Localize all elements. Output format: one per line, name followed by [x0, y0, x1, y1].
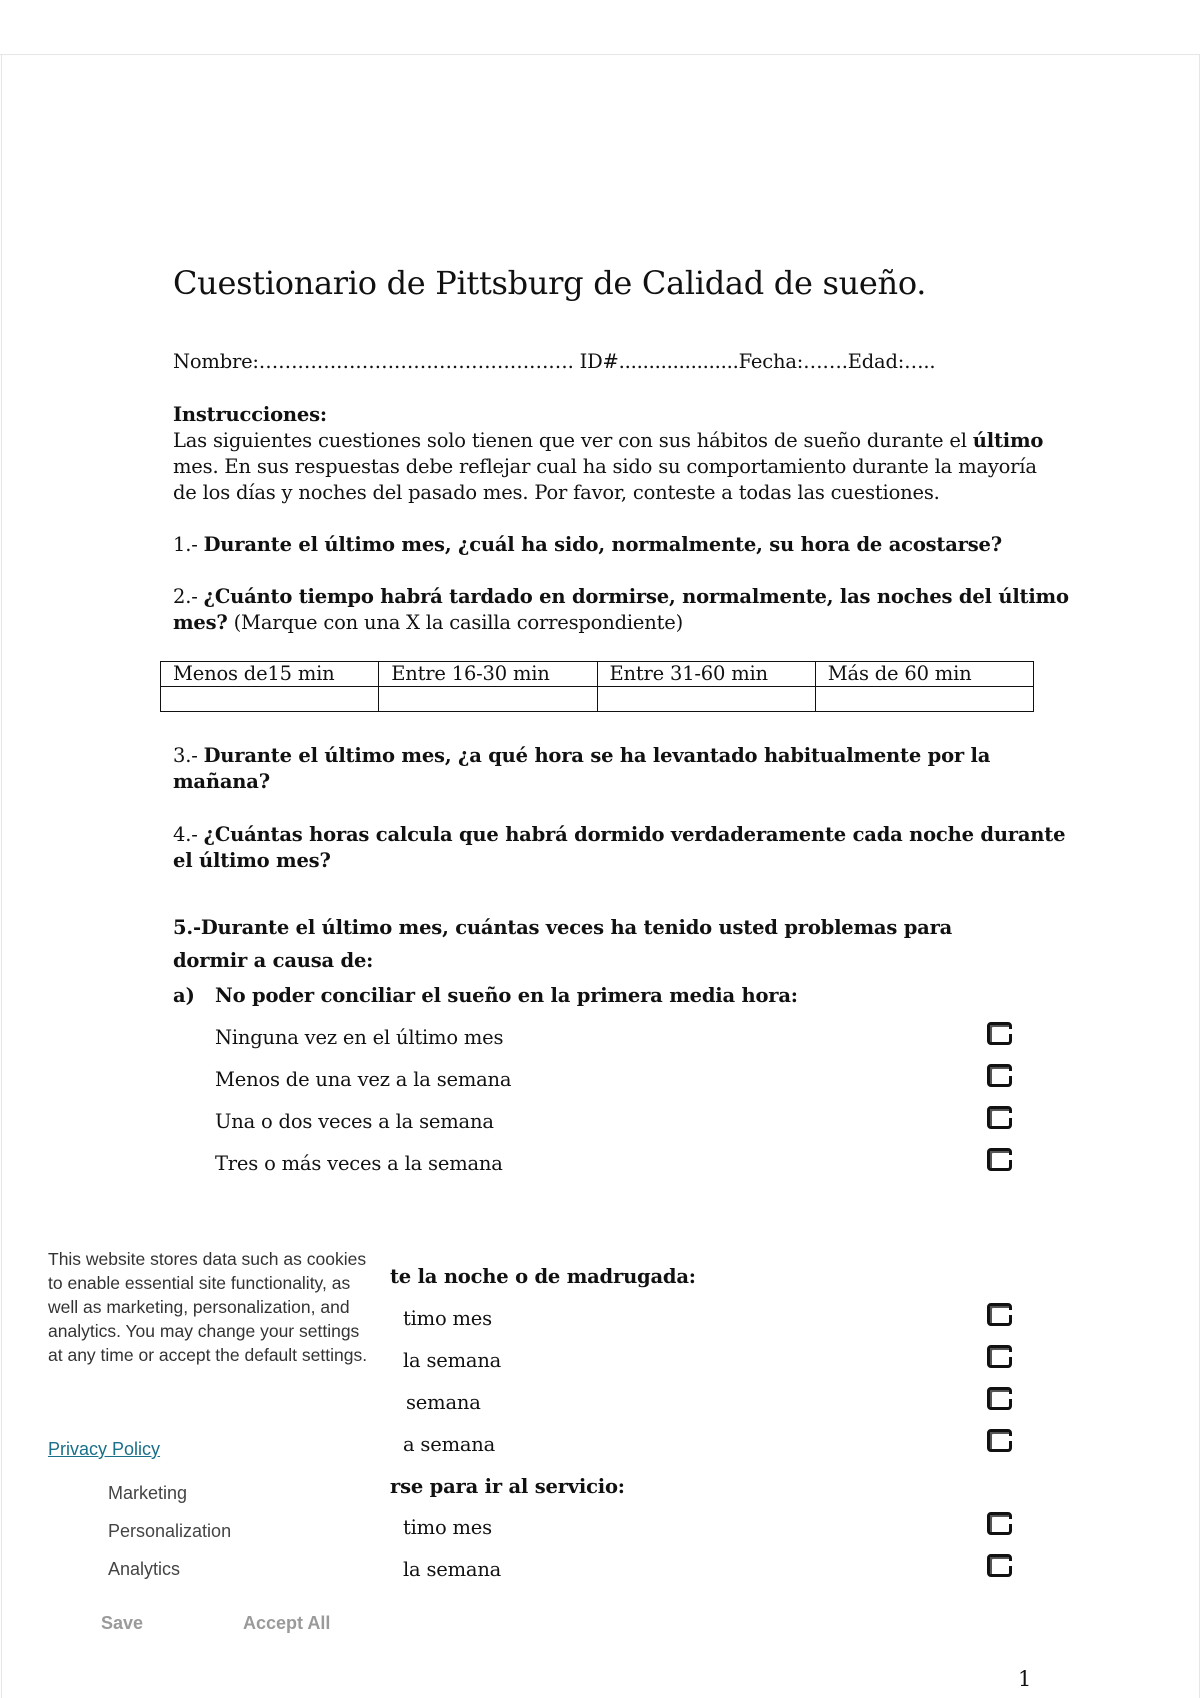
q5a-option: Menos de una vez a la semana	[215, 1068, 512, 1091]
table-header-cell: Más de 60 min	[815, 662, 1033, 687]
question-2	[173, 584, 1069, 636]
table-answer-cell	[815, 687, 1033, 712]
q5b-option: a semana	[403, 1433, 496, 1456]
q5a-option: Ninguna vez en el último mes	[215, 1026, 504, 1049]
q5b-option: timo mes	[403, 1307, 492, 1330]
header-fields: Nombre:…………………………………………. ID#....................Fecha:…….Edad:…..	[173, 350, 936, 373]
cookie-category-personalization[interactable]: Personalization	[108, 1521, 232, 1541]
q5b-option: semana	[406, 1391, 481, 1414]
table-header-cell: Entre 16-30 min	[379, 662, 597, 687]
sleep-latency-table	[160, 661, 1034, 712]
question-3-line-1: Durante el último mes, ¿a qué hora se ha levantado habitualmente por la	[203, 744, 991, 767]
instructions-line-1: Las siguientes cuestiones solo tienen que ver con sus hábitos de sueño durante el	[173, 429, 973, 452]
checkbox-icon[interactable]	[987, 1064, 1012, 1087]
viewer-top-bar	[0, 0, 1200, 55]
table-header-cell: Entre 31-60 min	[597, 662, 815, 687]
table-answer-cell	[161, 687, 379, 712]
checkbox-icon[interactable]	[987, 1148, 1012, 1171]
question-3-number: 3.-	[173, 744, 204, 767]
question-5b-text: te la noche o de madrugada:	[390, 1265, 696, 1288]
question-5-line-2: dormir a causa de:	[173, 949, 374, 972]
question-5c-text: rse para ir al servicio:	[390, 1475, 625, 1498]
question-1-number: 1.-	[173, 533, 204, 556]
q5b-option: la semana	[403, 1349, 502, 1372]
checkbox-icon[interactable]	[987, 1387, 1012, 1410]
instructions	[173, 402, 1043, 506]
question-2-line-2-rest: (Marque con una X la casilla correspondiente)	[227, 611, 683, 634]
checkbox-icon[interactable]	[987, 1106, 1012, 1129]
question-5a-label: a)	[173, 984, 195, 1007]
question-2-line-1: ¿Cuánto tiempo habrá tardado en dormirse, normalmente, las noches del último	[203, 585, 1069, 608]
checkbox-icon[interactable]	[987, 1345, 1012, 1368]
q5c-option: timo mes	[403, 1516, 492, 1539]
question-5-line-1: 5.-Durante el último mes, cuántas veces ha tenido usted problemas para	[173, 916, 953, 939]
cookie-message: This website stores data such as cookies to enable essential site functionality, as well as marketing, personalization, and analytics. You may change your settings at any time or accept the default settings.	[48, 1249, 368, 1365]
checkbox-icon[interactable]	[987, 1022, 1012, 1045]
question-4-number: 4.-	[173, 823, 204, 846]
q5a-option: Una o dos veces a la semana	[215, 1110, 494, 1133]
question-4-line-1: ¿Cuántas horas calcula que habrá dormido verdaderamente cada noche durante	[203, 823, 1066, 846]
table-answer-cell	[597, 687, 815, 712]
question-3	[173, 743, 1043, 795]
table-header-cell: Menos de15 min	[161, 662, 379, 687]
q5a-option: Tres o más veces a la semana	[215, 1152, 503, 1175]
checkbox-icon[interactable]	[987, 1429, 1012, 1452]
privacy-policy-link[interactable]: Privacy Policy	[48, 1439, 161, 1459]
accept-all-button[interactable]: Accept All	[237, 1612, 336, 1635]
page-number: 1	[1018, 1667, 1032, 1691]
instructions-line-3: de los días y noches del pasado mes. Por favor, conteste a todas las cuestiones.	[173, 481, 940, 504]
question-1-text: Durante el último mes, ¿cuál ha sido, normalmente, su hora de acostarse?	[203, 533, 1002, 556]
cookie-category-analytics[interactable]: Analytics	[108, 1559, 181, 1579]
instructions-line-2: mes. En sus respuestas debe reflejar cual ha sido su comportamiento durante la mayoría	[173, 455, 1037, 478]
checkbox-icon[interactable]	[987, 1303, 1012, 1326]
table-answer-cell	[379, 687, 597, 712]
cookie-consent-banner	[30, 1232, 385, 1646]
checkbox-icon[interactable]	[987, 1512, 1012, 1535]
document-title: Cuestionario de Pittsburg de Calidad de sueño.	[173, 264, 927, 302]
question-3-line-2: mañana?	[173, 770, 270, 793]
question-2-number: 2.-	[173, 585, 204, 608]
question-4-line-2: el último mes?	[173, 849, 331, 872]
question-4	[173, 822, 1066, 874]
question-1	[173, 532, 1002, 558]
q5c-option: la semana	[403, 1558, 502, 1581]
question-5a-text: No poder conciliar el sueño en la primera media hora:	[215, 984, 798, 1007]
save-button[interactable]: Save	[95, 1612, 149, 1635]
question-5	[173, 911, 1043, 977]
checkbox-icon[interactable]	[987, 1554, 1012, 1577]
question-2-line-2-bold: mes?	[173, 611, 228, 634]
instructions-heading: Instrucciones:	[173, 403, 327, 426]
instructions-bold-word: último	[972, 429, 1044, 452]
cookie-category-marketing[interactable]: Marketing	[108, 1483, 188, 1503]
